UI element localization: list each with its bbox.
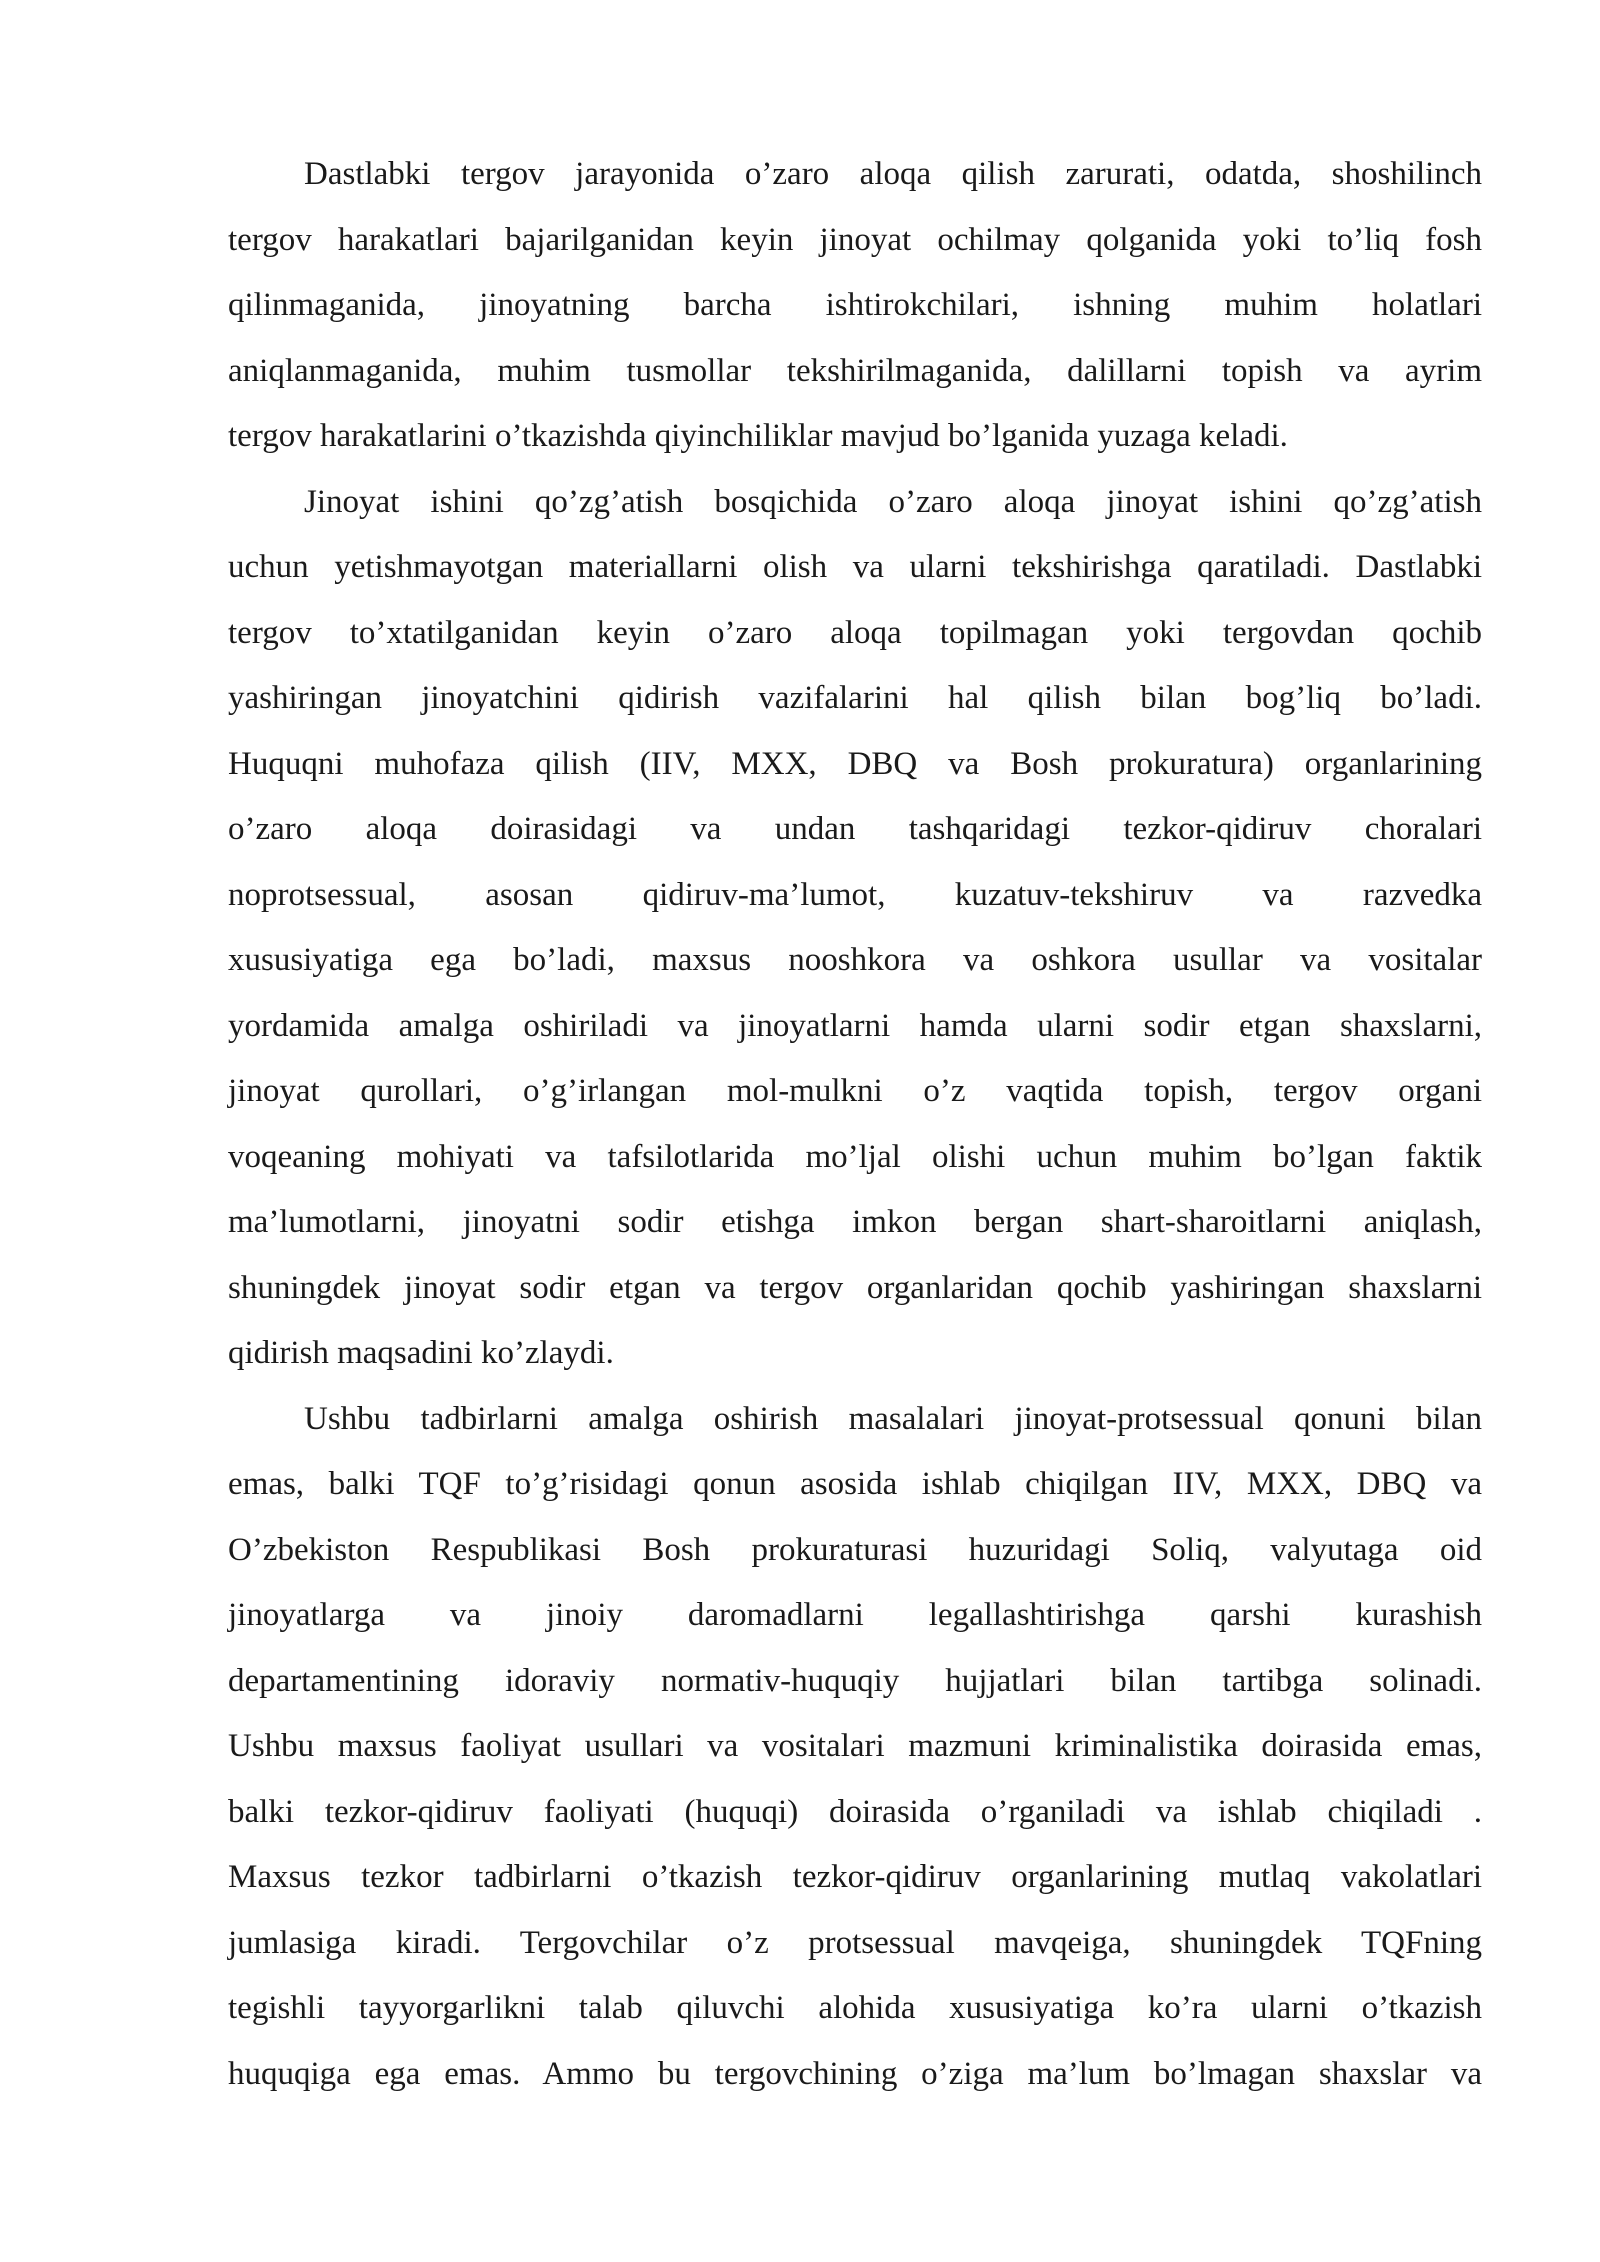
paragraph <box>228 142 1482 470</box>
text-line: Huquqni muhofaza qilish (IIV, MXX, DBQ va Bosh prokuratura) organlarining <box>228 745 1482 782</box>
text-line: balki tezkor-qidiruv faoliyati (huquqi) doirasida o’rganiladi va ishlab chiqiladi . <box>228 1793 1482 1830</box>
document-body <box>228 142 1482 2107</box>
text-line: Jinoyat ishini qo’zg’atish bosqichida o’zaro aloqa jinoyat ishini qo’zg’atish <box>304 483 1482 520</box>
text-line: yordamida amalga oshiriladi va jinoyatlarni hamda ularni sodir etgan shaxslarni, <box>228 1007 1482 1044</box>
text-line: ma’lumotlarni, jinoyatni sodir etishga imkon bergan shart-sharoitlarni aniqlash, <box>228 1204 1482 1240</box>
text-line: Dastlabki tergov jarayonida o’zaro aloqa qilish zarurati, odatda, shoshilinch <box>304 156 1482 192</box>
text-line: jinoyat qurollari, o’g’irlangan mol-mulkni o’z vaqtida topish, tergov organi <box>228 1073 1482 1109</box>
paragraph <box>228 1387 1482 2108</box>
text-line: yashiringan jinoyatchini qidirish vazifalarini hal qilish bilan bog’liq bo’ladi. <box>228 680 1482 716</box>
text-line: uchun yetishmayotgan materiallarni olish va ularni tekshirishga qaratiladi. Dastlabki <box>228 549 1482 585</box>
text-line: o’zaro aloqa doirasidagi va undan tashqaridagi tezkor-qidiruv choralari <box>228 811 1482 847</box>
text-line: emas, balki TQF to’g’risidagi qonun asosida ishlab chiqilgan IIV, MXX, DBQ va <box>228 1466 1482 1502</box>
text-line: Ushbu tadbirlarni amalga oshirish masalalari jinoyat-protsessual qonuni bilan <box>304 1400 1482 1437</box>
text-line: jinoyatlarga va jinoiy daromadlarni legallashtirishga qarshi kurashish <box>228 1597 1482 1633</box>
text-line: shuningdek jinoyat sodir etgan va tergov organlaridan qochib yashiringan shaxslarni <box>228 1269 1482 1306</box>
text-line: tergov to’xtatilganidan keyin o’zaro aloqa topilmagan yoki tergovdan qochib <box>228 614 1482 651</box>
text-line: huquqiga ega emas. Ammo bu tergovchining o’ziga ma’lum bo’lmagan shaxslar va <box>228 2055 1482 2092</box>
text-line: Maxsus tezkor tadbirlarni o’tkazish tezkor-qidiruv organlarining mutlaq vakolatlari <box>228 1859 1482 1895</box>
paragraph <box>228 470 1482 1387</box>
text-line: O’zbekiston Respublikasi Bosh prokuraturasi huzuridagi Soliq, valyutaga oid <box>228 1531 1482 1568</box>
text-line: noprotsessual, asosan qidiruv-ma’lumot, kuzatuv-tekshiruv va razvedka <box>228 876 1482 913</box>
text-line: tegishli tayyorgarlikni talab qiluvchi alohida xususiyatiga ko’ra ularni o’tkazish <box>228 1990 1482 2026</box>
text-line: tergov harakatlari bajarilganidan keyin jinoyat ochilmay qolganida yoki to’liq fosh <box>228 221 1482 258</box>
text-line: voqeaning mohiyati va tafsilotlarida mo’ljal olishi uchun muhim bo’lgan faktik <box>228 1138 1482 1175</box>
text-line: Ushbu maxsus faoliyat usullari va vositalari mazmuni kriminalistika doirasida emas, <box>228 1728 1482 1764</box>
text-line: tergov harakatlarini o’tkazishda qiyinchiliklar mavjud bo’lganida yuzaga keladi. <box>228 418 1288 454</box>
text-line: jumlasiga kiradi. Tergovchilar o’z protsessual mavqeiga, shuningdek TQFning <box>228 1924 1482 1961</box>
text-line: xususiyatiga ega bo’ladi, maxsus nooshkora va oshkora usullar va vositalar <box>228 942 1482 978</box>
text-line: qidirish maqsadini ko’zlaydi. <box>228 1335 614 1371</box>
text-line: departamentining idoraviy normativ-huquqiy hujjatlari bilan tartibga solinadi. <box>228 1662 1482 1699</box>
text-line: aniqlanmaganida, muhim tusmollar tekshirilmaganida, dalillarni topish va ayrim <box>228 352 1482 389</box>
text-line: qilinmaganida, jinoyatning barcha ishtirokchilari, ishning muhim holatlari <box>228 287 1482 323</box>
